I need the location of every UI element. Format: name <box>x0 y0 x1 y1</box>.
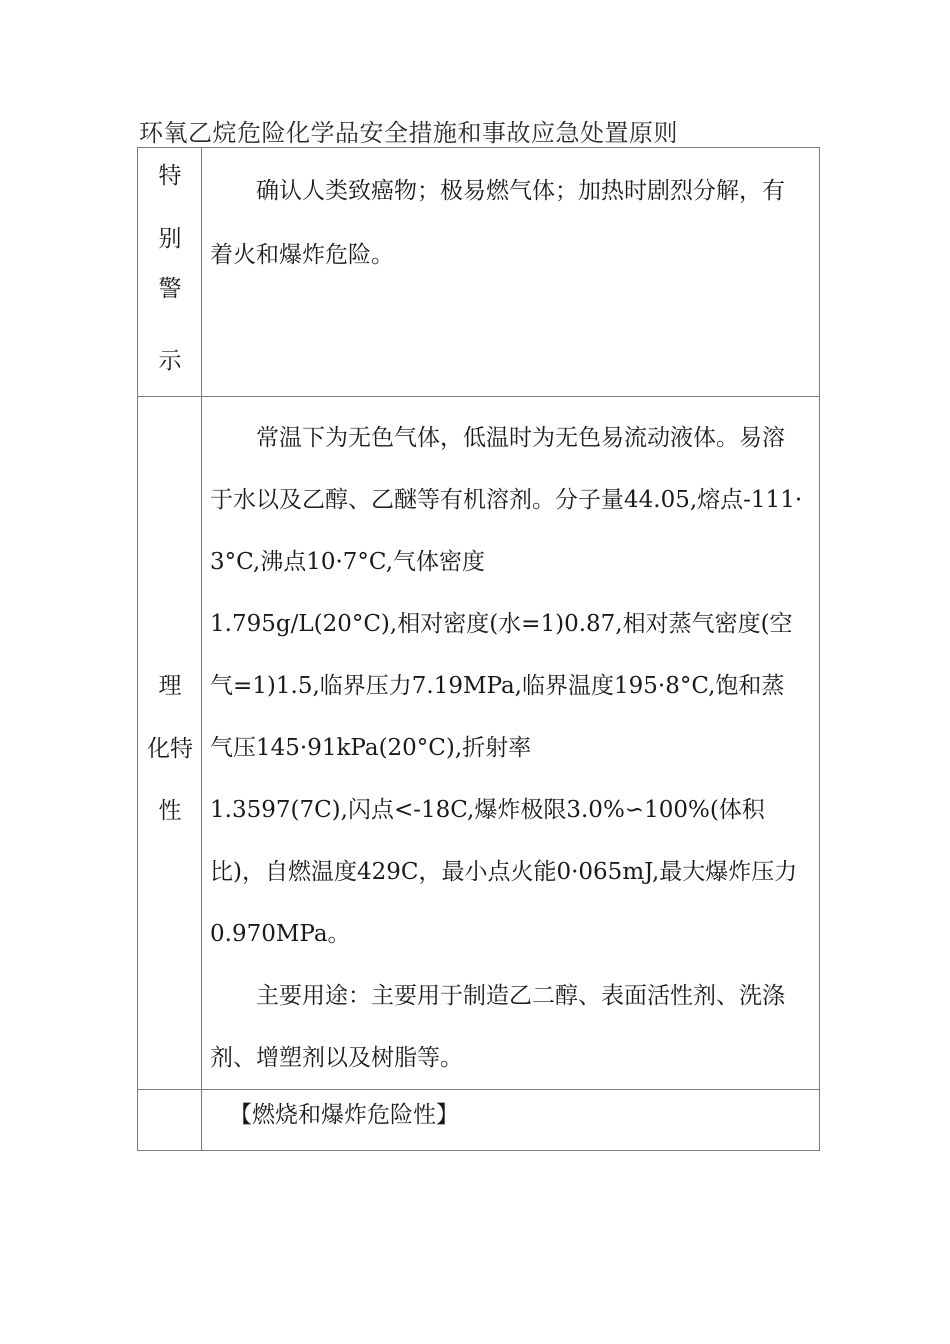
properties-paragraph: 常温下为无色气体，低温时为无色易流动液体。易溶于水以及乙醇、乙醚等有机溶剂。分子量44.05,熔点-111·3°C,沸点10·7°C,气体密度 <box>210 425 803 575</box>
safety-table <box>137 147 820 1151</box>
table-row-fire-hazard <box>138 1090 820 1151</box>
fire-hazard-heading: 【燃烧和爆炸危险性】 <box>229 1102 459 1128</box>
fire-hazard-label-cell <box>138 1090 202 1151</box>
warning-label-char: 警 <box>158 276 182 302</box>
warning-label-cell <box>138 148 202 397</box>
properties-paragraph: 1.3597(7C),闪点<-18C,爆炸极限3.0%∽100%(体积比)，自燃温度429C，最小点火能0·065mJ,最大爆炸压力0.970MPa。 <box>210 797 798 947</box>
properties-label-cell <box>138 397 202 1090</box>
warning-content-cell <box>202 148 820 397</box>
properties-paragraph: 1.795g/L(20°C),相对密度(水=1)0.87,相对蒸气密度(空气=1)1.5,临界压力7.19MPa,临界温度195·8°C,饱和蒸气压145·91kPa(20°C),折射率 <box>210 611 793 761</box>
table-row-physical-properties <box>138 397 820 1090</box>
document-title: 环氧乙烷危险化学品安全措施和事故应急处置原则 <box>139 119 678 147</box>
warning-label-char: 特 <box>158 163 182 189</box>
usage-paragraph: 主要用途：主要用于制造乙二醇、表面活性剂、洗涤剂、增塑剂以及树脂等。 <box>210 983 785 1071</box>
fire-hazard-content-cell <box>202 1090 820 1151</box>
warning-label-char: 别 <box>158 226 182 252</box>
warning-text: 确认人类致癌物；极易燃气体；加热时剧烈分解，有着火和爆炸危险。 <box>210 178 785 268</box>
properties-text <box>202 397 819 1089</box>
properties-label-char: 化特 <box>147 736 193 762</box>
warning-label-char: 示 <box>158 348 182 374</box>
table-row-special-warning <box>138 148 820 397</box>
properties-content-cell <box>202 397 820 1090</box>
properties-label-char: 理 <box>158 673 182 699</box>
properties-label-char: 性 <box>158 798 182 824</box>
